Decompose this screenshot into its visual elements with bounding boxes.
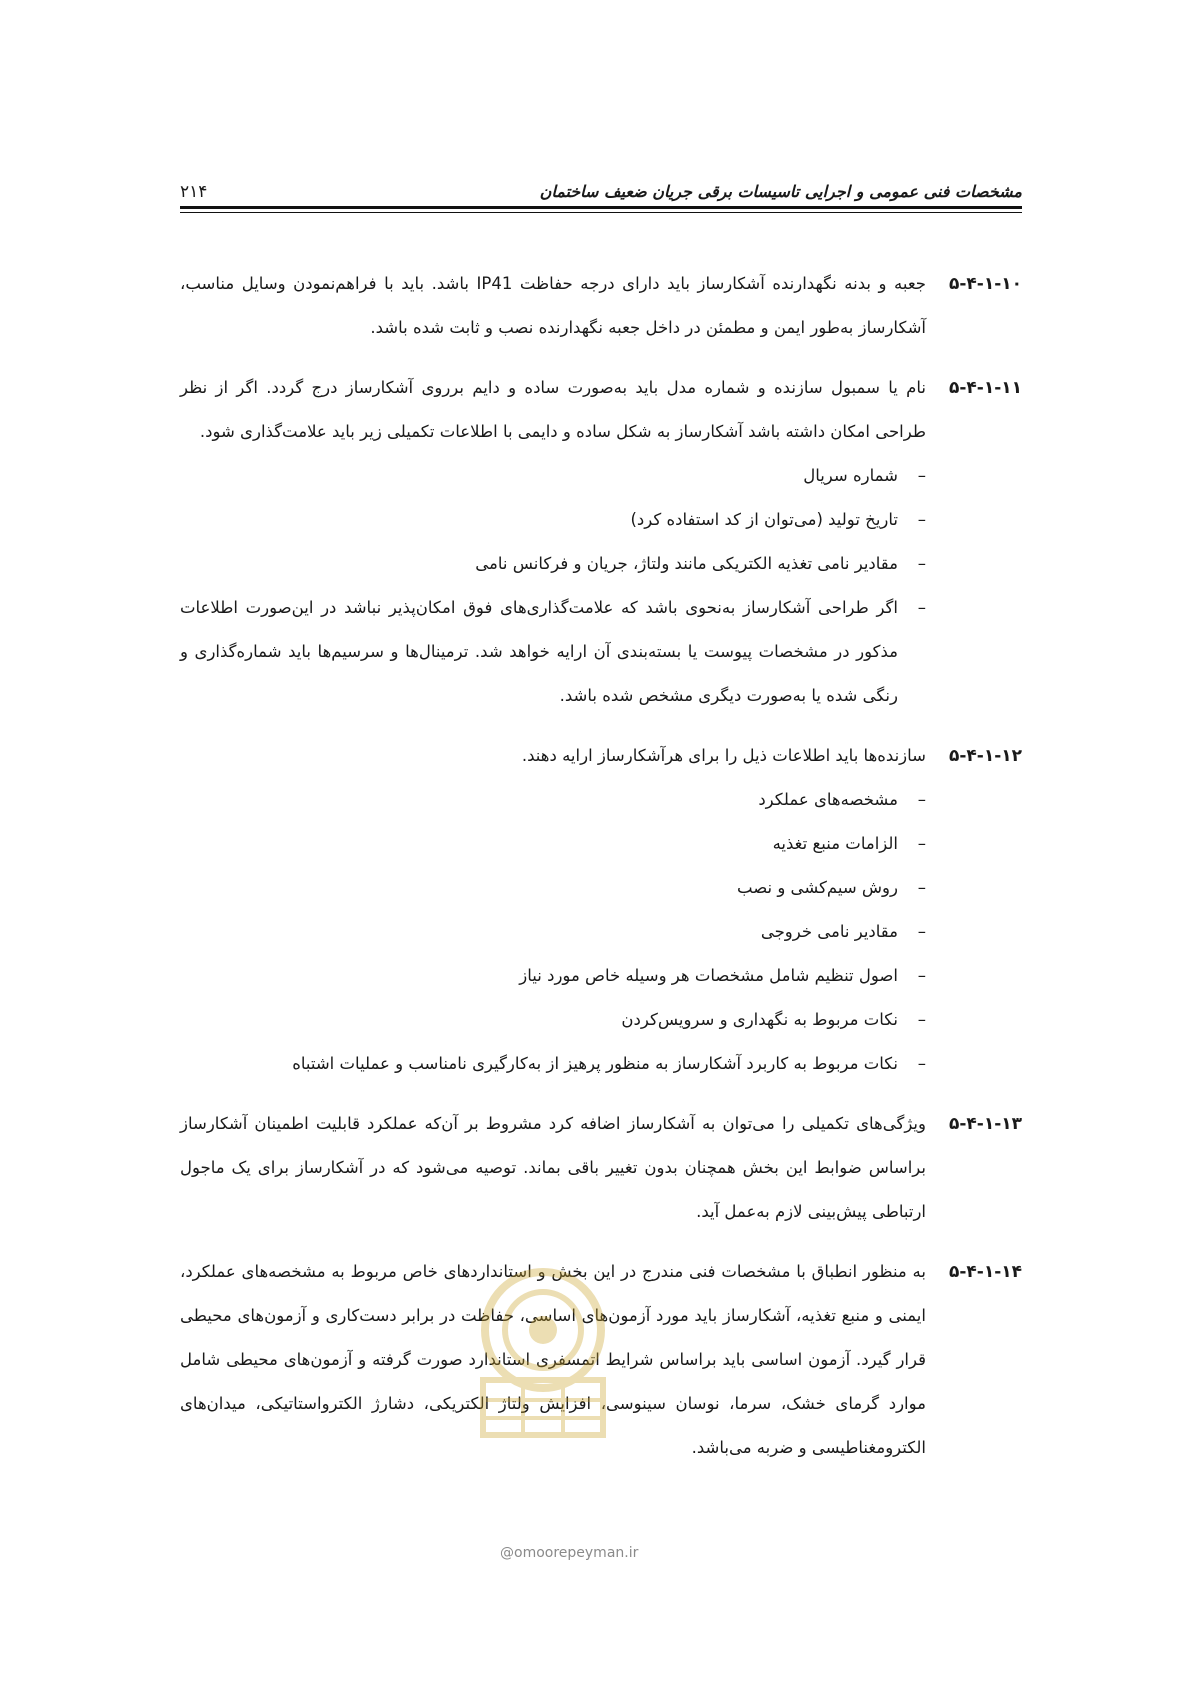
list-item: – نکات مربوط به نگهداری و سرویس‌کردن [180, 998, 926, 1042]
list-item: – مشخصه‌های عملکرد [180, 778, 926, 822]
dash-bullet: – [917, 554, 926, 573]
at-icon: @ [500, 1545, 514, 1561]
header-title: مشخصات فنی عمومی و اجرایی تاسیسات برقی جریان ضعیف ساختمان [539, 182, 1022, 201]
list-item: – نکات مربوط به کاربرد آشکارساز به منظور پرهیز از به‌کارگیری نامناسب و عملیات اشتباه [180, 1042, 926, 1086]
section-13 [180, 1102, 1022, 1234]
section-10 [180, 262, 1022, 350]
header-rule-thick [180, 206, 1022, 209]
bullet-list [180, 778, 926, 1086]
dash-bullet: – [917, 1010, 926, 1029]
dash-bullet: – [917, 1054, 926, 1073]
section-text: سازنده‌ها باید اطلاعات ذیل را برای هرآشکارساز ارایه دهند. [521, 746, 926, 765]
dash-bullet: – [917, 790, 926, 809]
list-item: – اصول تنظیم شامل مشخصات هر وسیله خاص مورد نیاز [180, 954, 926, 998]
list-item: – الزامات منبع تغذیه [180, 822, 926, 866]
bullet-list [180, 454, 926, 718]
publisher-logo-icon [463, 1260, 623, 1450]
section-number: ۵-۴-۱-۱۱ [948, 378, 1022, 398]
dash-bullet: – [917, 834, 926, 853]
header-rule-thin [180, 212, 1022, 213]
section-text: جعبه و بدنه نگهدارنده آشکارساز باید دارای درجه حفاظت IP41 باشد. باید با فراهم‌نمودن وسایل مناسب، آشکارساز به‌طور ایمن و مطمئن در داخل جعبه نگهدارنده نصب و ثابت شده باشد. [180, 274, 927, 337]
section-text: نام یا سمبول سازنده و شماره مدل باید به‌صورت ساده و دایم برروی آشکارساز درج گردد. اگر از نظر طراحی امکان داشته باشد آشکارساز به شکل ساده و دایمی با اطلاعات تکمیلی زیر باید علامت‌گذاری شود. [180, 378, 926, 441]
list-item: – تاریخ تولید (می‌توان از کد استفاده کرد) [180, 498, 926, 542]
section-11 [180, 366, 1022, 718]
section-text: ویژگی‌های تکمیلی را می‌توان به آشکارساز اضافه کرد مشروط بر آن‌که عملکرد قابلیت اطمینان آشکارساز براساس ضوابط این بخش همچنان بدون تغییر باقی بماند. توصیه می‌شود که در آشکارساز برای یک ماجول ارتباطی پیش‌بینی لازم به‌عمل آید. [180, 1114, 926, 1221]
page-header [180, 174, 1022, 210]
dash-bullet: – [917, 598, 926, 617]
dash-bullet: – [917, 966, 926, 985]
section-number: ۵-۴-۱-۱۳ [948, 1114, 1022, 1134]
dash-bullet: – [917, 922, 926, 941]
dash-bullet: – [917, 466, 926, 485]
dash-bullet: – [917, 878, 926, 897]
section-text: به منظور انطباق با مشخصات فنی مندرج در این بخش و استانداردهای خاص مربوط به مشخصه‌های عملکرد، ایمنی و منبع تغذیه، آشکارساز باید مورد آزمون‌های اساسی، حفاظت در برابر دست‌کاری و آزمون‌های محیطی قرار گیرد. آزمون اساسی باید براساس شرایط اتمسفری استاندارد صورت گرفته و آزمون‌های محیطی شامل موارد گرمای خشک، سرما، نوسان سینوسی، افزایش ولتاژ الکتریکی، دشارژ الکترواستاتیکی، میدان‌های الکترومغناطیسی و ضربه می‌باشد. [180, 1262, 926, 1457]
list-item: – اگر طراحی آشکارساز به‌نحوی باشد که علامت‌گذاری‌های فوق امکان‌پذیر نباشد در این‌صورت اطلاعات مذکور در مشخصات پیوست یا بسته‌بندی آن ارایه خواهد شد. ترمینال‌ها و سرسیم‌ها باید شماره‌گذاری و رنگی شده یا به‌صورت دیگری مشخص شده باشد. [180, 586, 926, 718]
dash-bullet: – [917, 510, 926, 529]
section-12 [180, 734, 1022, 1086]
page-number: ۲۱۴ [180, 182, 208, 202]
list-item: – شماره سریال [180, 454, 926, 498]
section-number: ۵-۴-۱-۱۲ [948, 746, 1022, 766]
list-item: – مقادیر نامی تغذیه الکتریکی مانند ولتاژ، جریان و فرکانس نامی [180, 542, 926, 586]
list-item: – مقادیر نامی خروجی [180, 910, 926, 954]
list-item: – روش سیم‌کشی و نصب [180, 866, 926, 910]
section-number: ۵-۴-۱-۱۰ [948, 274, 1022, 294]
watermark-site: @omoorepeyman.ir [500, 1545, 639, 1561]
section-number: ۵-۴-۱-۱۴ [948, 1262, 1022, 1282]
